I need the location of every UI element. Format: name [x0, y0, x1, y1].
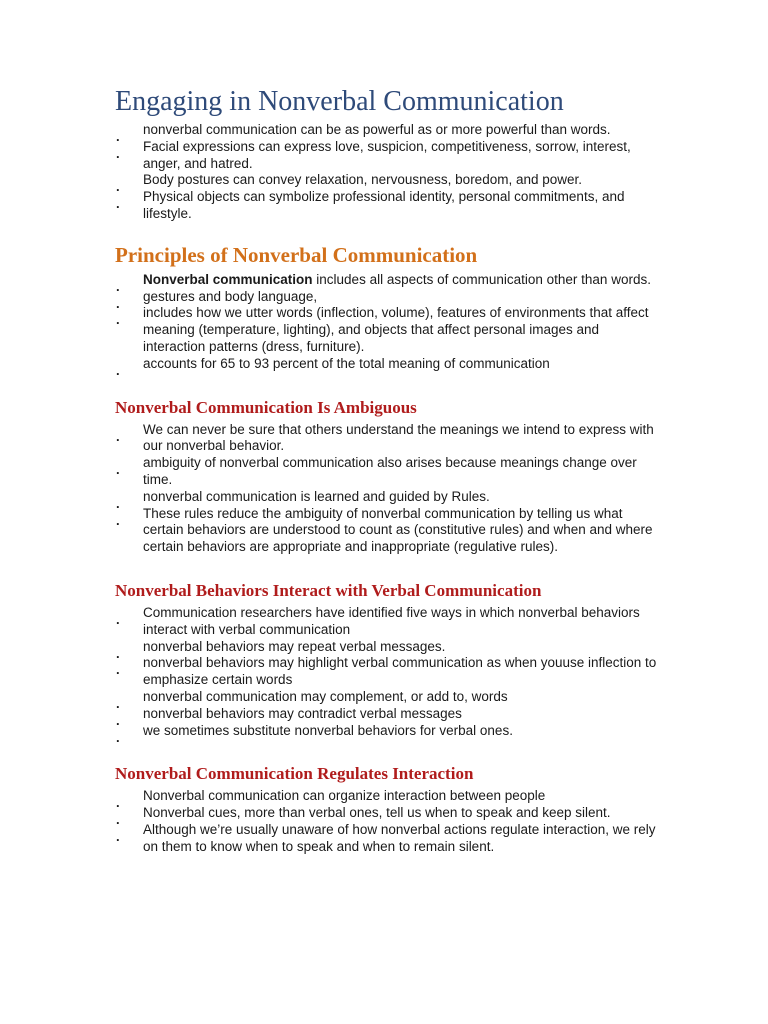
- list-item: . nonverbal behaviors may contradict verbal messages: [116, 705, 462, 728]
- bullet-icon: .: [116, 278, 120, 294]
- list-item: . nonverbal communication may complement, or add to, words: [116, 688, 508, 711]
- list-item: . accounts for 65 to 93 percent of the total meaning of communication: [116, 355, 550, 378]
- bullet-icon: .: [116, 428, 120, 444]
- bullet-icon: .: [116, 662, 120, 678]
- list-item: . Body postures can convey relaxation, nervousness, boredom, and power.: [116, 172, 583, 195]
- list-item: . We can never be sure that others understand the meanings we intend to express with our nonverbal behavior.: [116, 421, 654, 454]
- bullet-icon: .: [116, 362, 120, 378]
- bullet-icon: .: [116, 712, 120, 728]
- list-item: . Communication researchers have identified five ways in which nonverbal behaviors interact with verbal communication: [116, 604, 640, 637]
- bullet-icon: .: [116, 196, 120, 212]
- list-item: . gestures and body language,: [116, 288, 318, 311]
- list-item: . Although we’re usually unaware of how nonverbal actions regulate interaction, we rely on them to know when to speak and when to remain silent.: [116, 821, 656, 854]
- bullet-icon: .: [116, 462, 120, 478]
- bullet-icon: .: [116, 295, 120, 311]
- list-item: . nonverbal communication can be as powerful as or more powerful than words.: [116, 122, 611, 144]
- bullet-icon: .: [116, 145, 120, 161]
- bullet-icon: .: [116, 795, 120, 811]
- list-item: . ambiguity of nonverbal communication also arises because meanings change over time.: [116, 455, 637, 487]
- list-item: . we sometimes substitute nonverbal behaviors for verbal ones.: [116, 722, 513, 745]
- list-item: . Nonverbal communication can organize interaction between people: [116, 788, 546, 811]
- bullet-icon: .: [116, 512, 120, 528]
- list-item: . Facial expressions can express love, suspicion, competitiveness, sorrow, interest, anger, and hatred.: [116, 138, 631, 171]
- bullet-icon: .: [116, 611, 120, 627]
- page-title: Engaging in Nonverbal Communication: [115, 86, 564, 117]
- bullet-icon: .: [116, 129, 120, 144]
- document-content: [115, 85, 660, 856]
- principles-list: [115, 271, 660, 378]
- ambiguous-list: [115, 422, 660, 556]
- ambiguous-heading: Nonverbal Communication Is Ambiguous: [115, 397, 417, 417]
- interact-heading: Nonverbal Behaviors Interact with Verbal Communication: [115, 580, 542, 600]
- list-item: . nonverbal behaviors may repeat verbal messages.: [116, 638, 446, 661]
- bullet-icon: .: [116, 729, 120, 745]
- list-item: . Nonverbal communication includes all aspects of communication other than words.: [116, 271, 651, 294]
- bullet-icon: .: [116, 645, 120, 661]
- bullet-icon: .: [116, 828, 120, 844]
- list-item: . nonverbal behaviors may highlight verbal communication as when youuse inflection to emphasize certain words: [116, 655, 657, 688]
- list-item: . Physical objects can symbolize professional identity, personal commitments, and lifestyle.: [116, 189, 625, 221]
- bullet-icon: .: [116, 179, 120, 195]
- bullet-icon: .: [116, 695, 120, 711]
- regulates-heading: Nonverbal Communication Regulates Interaction: [115, 764, 474, 784]
- bullet-icon: .: [116, 312, 120, 328]
- intro-list: [115, 122, 660, 223]
- bold-term: Nonverbal communication: [143, 271, 313, 287]
- list-item: . Nonverbal cues, more than verbal ones, tell us when to speak and keep silent.: [116, 805, 611, 828]
- list-item: . nonverbal communication is learned and guided by Rules.: [116, 488, 490, 511]
- bullet-icon: .: [116, 812, 120, 828]
- bullet-icon: .: [116, 495, 120, 511]
- list-item: . These rules reduce the ambiguity of nonverbal communication by telling us what certain behaviors are understood to count as (constitutive rules) and when and where certain behaviors are appropriate and inappropriate (regulative rules).: [116, 505, 653, 555]
- interact-list: [115, 604, 660, 745]
- regulates-list: [115, 788, 660, 855]
- principles-heading: Principles of Nonverbal Communication: [115, 242, 478, 267]
- list-item: . includes how we utter words (inflection, volume), features of environments that affect meaning (temperature, lighting), and objects that affect personal images and interaction patterns (dress, furniture).: [116, 305, 649, 354]
